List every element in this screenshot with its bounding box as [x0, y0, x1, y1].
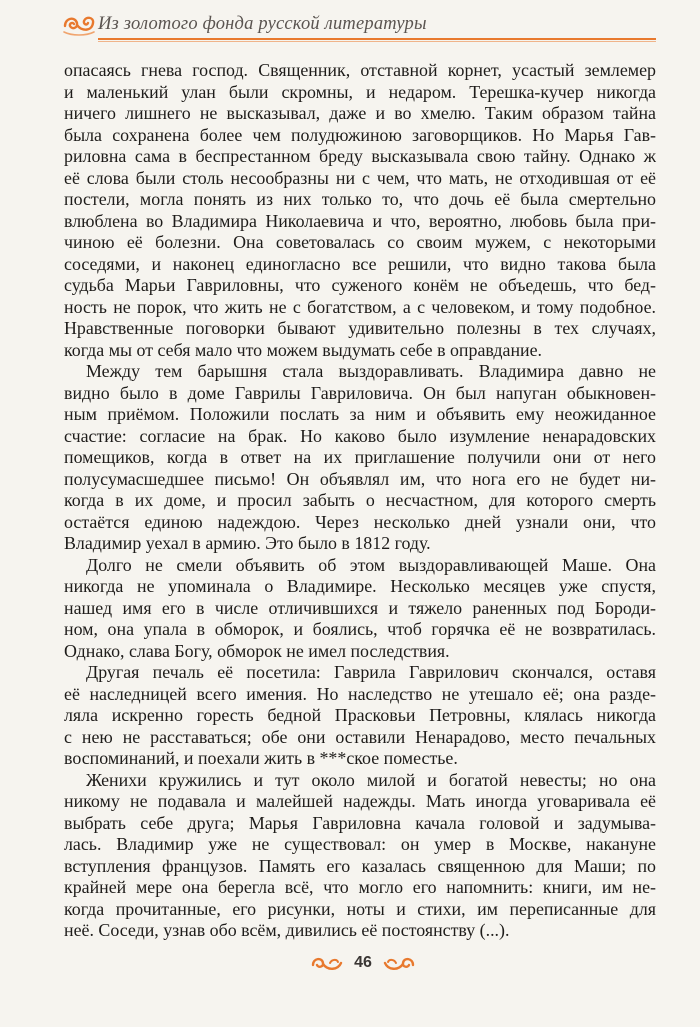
- text-line: остаётся единою надеждою. Через несколько дней узнали они, что: [64, 511, 656, 532]
- text-line: лась. Владимир уже не существовал: он умер в Москве, накануне: [64, 834, 656, 854]
- text-line: ным приёмом. Положили послать за ним и объявить ему неожиданное: [64, 404, 656, 424]
- paragraph: [64, 662, 656, 770]
- series-title: Из золотого фонда русской литературы: [98, 14, 427, 34]
- text-line: нашед имя его в числе отличившихся и тяжело раненных под Бороди-: [64, 597, 656, 618]
- paragraph: [64, 555, 656, 663]
- page-header: [0, 0, 700, 50]
- text-line: и маленький улан были скромны, и недаром. Терешка-кучер никогда: [64, 81, 656, 102]
- text-line: видно было в доме Гаврилы Гавриловича. Он был напуган обыкновен-: [64, 382, 656, 403]
- text-line: риловна сама в беспрестанном бреду высказывала свою тайну. Однако ж: [64, 146, 656, 166]
- text-line: чиною её болезни. Она советовалась со своим мужем, с некоторыми: [64, 232, 656, 252]
- paragraph: [64, 770, 656, 942]
- text-line: когда мы от себя мало что можем выдумать себе в оправдание.: [64, 339, 543, 360]
- text-line: никому не подавала и малейшей надежды. Мать иногда уговаривала её: [64, 791, 656, 811]
- text-line: судьба Марьи Гавриловны, что суженого конём не объедешь, что бед-: [64, 275, 656, 295]
- text-line: ном, она упала в обморок, и боялись, чтоб горячка её не возвратилась.: [64, 619, 656, 639]
- text-line: Долго не смели объявить об этом выздоравливающей Маше. Она: [86, 554, 656, 575]
- header-rule: [98, 38, 656, 40]
- text-line: опасаясь гнева господ. Священник, отставной корнет, усастый землемер: [64, 60, 656, 80]
- text-line: с нею не расставаться; обе они оставили Ненарадово, место печальных: [64, 726, 656, 747]
- text-line: выбрать себе друга; Марья Гавриловна качала головой и задумыва-: [64, 812, 656, 833]
- text-line: была сохранена более чем полудюжиною заговорщиков. Но Марья Гав-: [64, 124, 656, 145]
- text-line: крайней мере она берегла всё, что могло его напомнить: книги, им не-: [64, 877, 656, 897]
- body-text: [64, 60, 656, 942]
- paragraph: [64, 361, 656, 555]
- page-number: 46: [354, 954, 372, 971]
- swirl-ornament-right-icon: [382, 954, 416, 976]
- text-line: Женихи кружились и тут около милой и богатой невесты; но она: [86, 769, 656, 790]
- text-line: Другая печаль её посетила: Гаврила Гаврилович скончался, оставя: [86, 662, 656, 682]
- swirl-ornament-left-icon: [310, 954, 344, 976]
- text-line: ляла искренно горесть бедной Прасковьи Петровны, клялась никогда: [64, 705, 656, 725]
- paragraph: [64, 60, 656, 361]
- text-line: счастие: согласие на брак. Но каково было изумление ненарадовских: [64, 425, 656, 446]
- text-line: постели, могла понять из них только то, что дочь её была смертельно: [64, 189, 656, 209]
- text-line: ничего лишнего не высказывал, даже и во хмелю. Таким образом тайна: [64, 103, 656, 123]
- text-line: соседями, и наконец единогласно все решили, что видно такова была: [64, 253, 656, 274]
- text-line: воспоминаний, и поехали жить в ***ское поместье.: [64, 748, 458, 768]
- text-line: вступления французов. Память его казалась священною для Маши; по: [64, 855, 656, 876]
- header-rule-thin: [98, 41, 656, 42]
- text-line: помещиков, когда в ответ на их приглашение получили они от него: [64, 447, 656, 467]
- text-line: Однако, слава Богу, обморок не имел последствия.: [64, 640, 450, 661]
- text-line: её наследницей всего имения. Но наследство не утешало её; она разде-: [64, 683, 656, 704]
- text-line: Владимир уехал в армию. Это было в 1812 году.: [64, 533, 431, 553]
- text-line: никогда не упоминала о Владимире. Несколько месяцев уже спустя,: [64, 576, 656, 596]
- text-line: полусумасшедшее письмо! Он объявлял им, что нога его не будет ни-: [64, 468, 656, 489]
- swirl-ornament-icon: [62, 12, 96, 38]
- text-line: её слова были столь несообразны ни с чем, что мать, не отходившая от её: [64, 167, 656, 188]
- text-line: когда прочитанные, его рисунки, ноты и стихи, им переписанные для: [64, 898, 656, 919]
- text-line: неё. Соседи, узнав обо всём, дивились её постоянству (...).: [64, 920, 510, 940]
- text-line: влюблена во Владимира Николаевича и что, вероятно, любовь была при-: [64, 210, 656, 231]
- page-footer: [0, 952, 700, 982]
- text-line: Между тем барышня стала выздоравливать. Владимира давно не: [86, 361, 656, 381]
- text-line: Нравственные поговорки бывают удивительно полезны в тех случаях,: [64, 318, 656, 338]
- text-line: ность не порок, что жить не с богатством, а с человеком, и тому подобное.: [64, 296, 656, 317]
- text-line: когда в их доме, и просил забыть о несчастном, для которого смерть: [64, 490, 656, 510]
